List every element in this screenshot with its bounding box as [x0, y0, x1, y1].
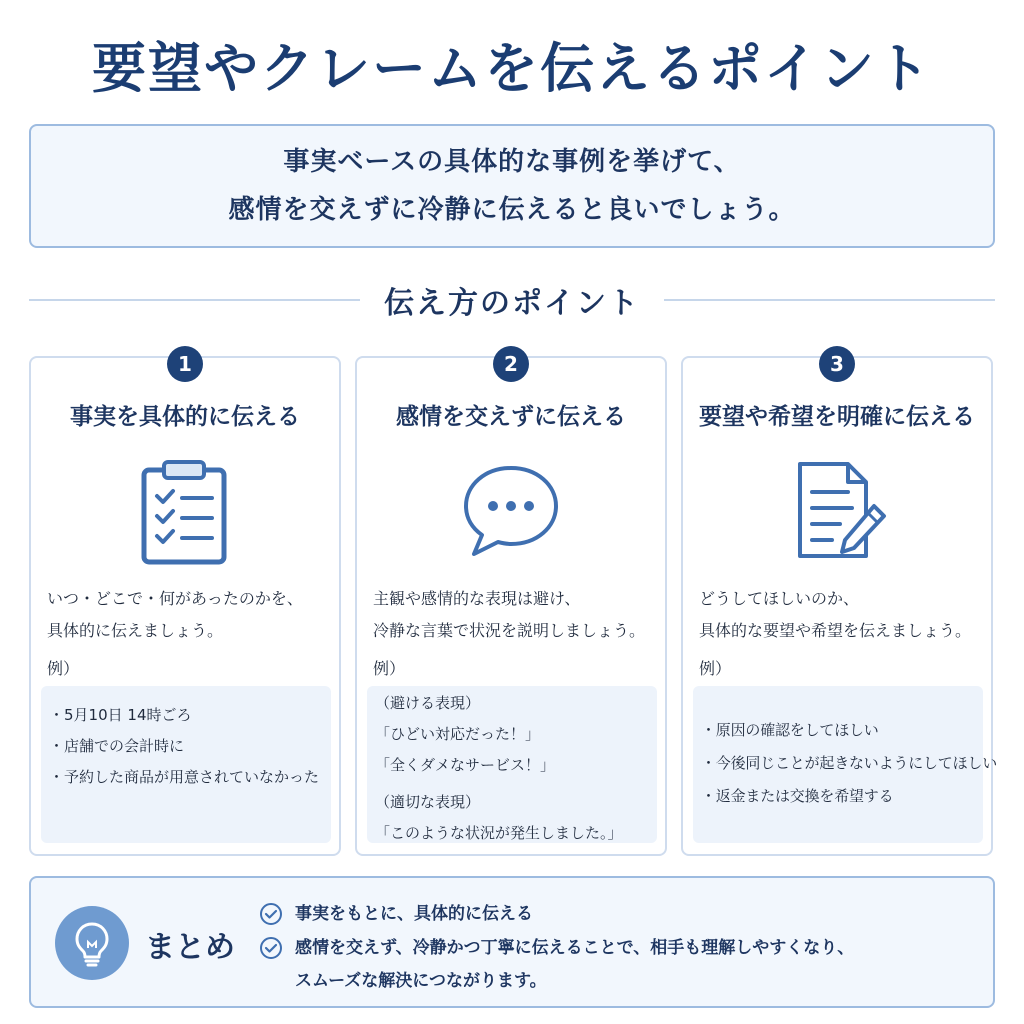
point-card-1 — [29, 352, 341, 856]
section-heading — [29, 278, 995, 322]
example-label: 例） — [47, 659, 80, 678]
card-description: どうしてほしいのか、 具体的な要望や希望を伝えましょう。 — [699, 589, 972, 640]
example-item: ・返金または交換を希望する — [701, 787, 894, 805]
example-box — [367, 686, 657, 843]
point-card-3 — [681, 352, 998, 856]
check-circle-icon — [259, 902, 283, 926]
example-item: ・原因の確認をしてほしい — [701, 721, 879, 739]
good-label: （適切な表現） — [375, 793, 481, 811]
section-rule-left — [29, 299, 360, 301]
lead-line-1: 事実ベースの具体的な事例を挙げて、 — [283, 147, 741, 177]
example-item: ・予約した商品が用意されていなかった — [49, 768, 320, 786]
example-box — [41, 686, 331, 843]
card-title: 事実を具体的に伝える — [70, 404, 300, 430]
example-box — [693, 686, 998, 843]
example-item: ・今後同じことが起きないようにしてほしい — [701, 754, 998, 772]
section-title: 伝え方のポイント — [384, 286, 640, 321]
card-description: いつ・どこで・何があったのかを、 具体的に伝えましょう。 — [47, 589, 303, 640]
lead-line-2: 感情を交えずに冷静に伝えると良いでしょう。 — [228, 195, 796, 225]
example-label: 例） — [699, 659, 732, 678]
lead-box — [29, 124, 995, 248]
example-item: 「このような状況が発生しました。」 — [375, 824, 623, 842]
example-item: 「全くダメなサービス！」 — [375, 756, 556, 774]
check-circle-icon — [259, 936, 283, 960]
example-label: 例） — [373, 659, 406, 678]
section-rule-right — [664, 299, 995, 301]
card-description: 主観や感情的な表現は避け、 冷静な言葉で状況を説明しましょう。 — [373, 589, 646, 640]
card-title: 要望や希望を明確に伝える — [699, 404, 975, 430]
example-item: ・5月10日 14時ごろ — [49, 706, 192, 724]
summary-point-2: 感情を交えず、冷静かつ丁寧に伝えることで、相手も理解しやすくなり、 スムーズな解決につながります。 — [259, 932, 854, 998]
document-pen-icon — [782, 456, 892, 566]
speech-bubble-icon — [456, 456, 566, 566]
card-title: 感情を交えずに伝える — [396, 404, 626, 430]
summary-title: まとめ — [145, 930, 235, 965]
point-card-2 — [355, 352, 667, 856]
clipboard-checklist-icon — [130, 456, 240, 566]
page-title: 要望やクレームを伝えるポイント — [92, 37, 932, 100]
example-item: 「ひどい対応だった！」 — [375, 725, 541, 743]
lightbulb-icon — [55, 906, 129, 980]
number-badge: 2 — [493, 346, 529, 382]
number-badge: 3 — [819, 346, 855, 382]
example-item: ・店舗での会計時に — [49, 737, 185, 755]
avoid-label: （避ける表現） — [375, 694, 481, 712]
number-badge: 1 — [167, 346, 203, 382]
summary-point-1: 事実をもとに、具体的に伝える — [259, 898, 533, 931]
summary-box — [29, 876, 995, 1008]
